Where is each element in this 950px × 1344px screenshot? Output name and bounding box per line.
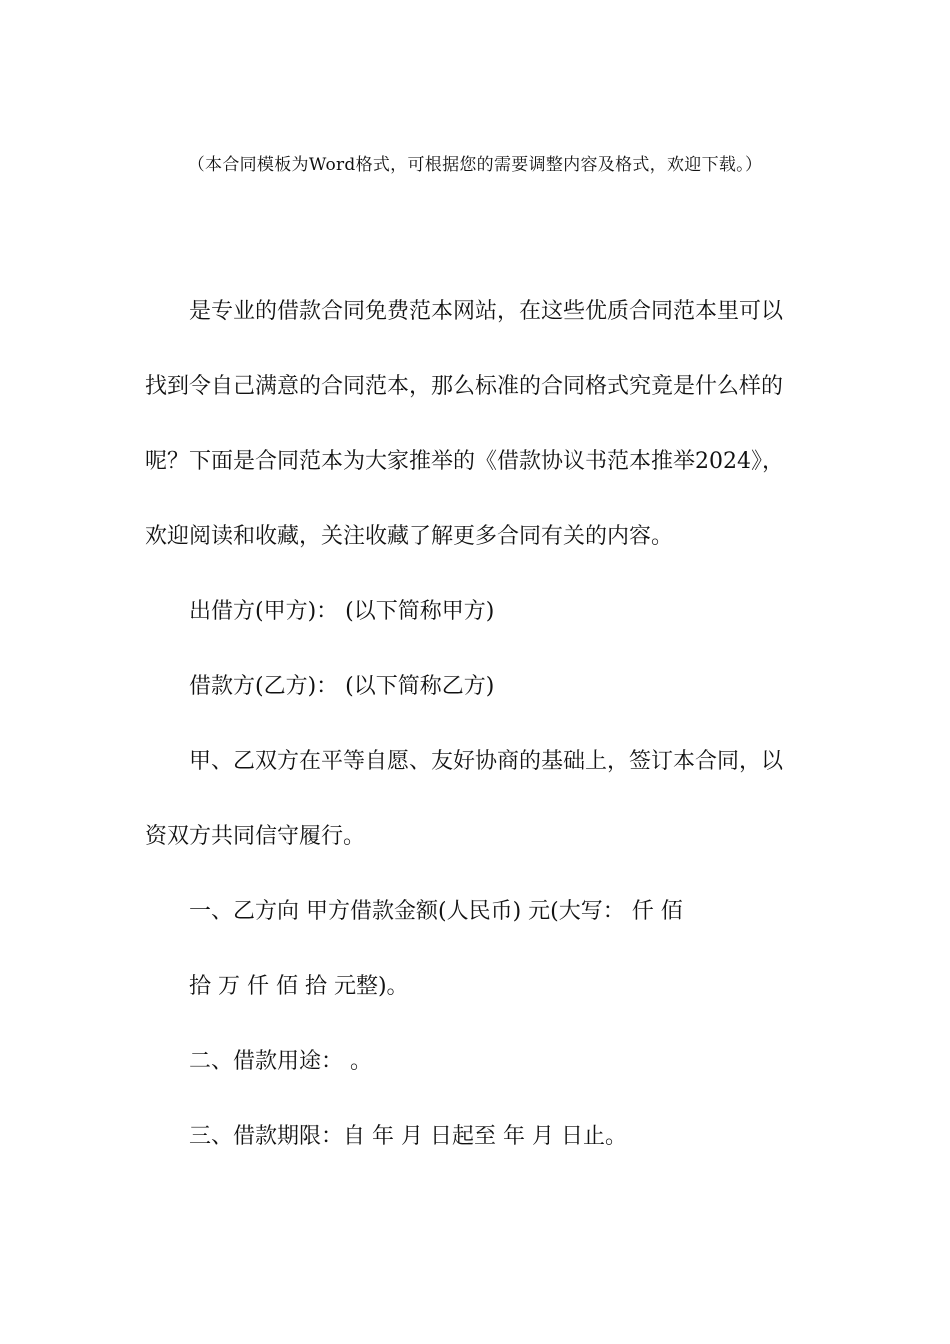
- clause-2: 二、借款用途： 。: [189, 1049, 372, 1074]
- intro-line-2: 找到令自己满意的合同范本，那么标准的合同格式究竟是什么样的: [145, 374, 784, 399]
- template-note: （本合同模板为Word格式，可根据您的需要调整内容及格式，欢迎下载。）: [187, 155, 763, 175]
- agreement-line-1: 甲、乙双方在平等自愿、友好协商的基础上，签订本合同，以: [189, 749, 784, 774]
- agreement-line-2: 资双方共同信守履行。: [145, 824, 366, 849]
- lender-line: 出借方(甲方)： (以下简称甲方): [189, 599, 495, 624]
- clause-3: 三、借款期限：自 年 月 日起至 年 月 日止。: [189, 1124, 627, 1149]
- intro-line-4: 欢迎阅读和收藏，关注收藏了解更多合同有关的内容。: [145, 524, 674, 549]
- intro-line-3: 呢？下面是合同范本为大家推举的《借款协议书范本推举2024》，: [145, 449, 784, 474]
- intro-line-1: 是专业的借款合同免费范本网站，在这些优质合同范本里可以: [189, 299, 784, 324]
- clause-1-line-2: 拾 万 仟 佰 拾 元整)。: [189, 974, 409, 999]
- clause-1-line-1: 一、乙方向 甲方借款金额(人民币) 元(大写： 仟 佰: [189, 899, 683, 924]
- borrower-line: 借款方(乙方)： (以下简称乙方): [189, 674, 495, 699]
